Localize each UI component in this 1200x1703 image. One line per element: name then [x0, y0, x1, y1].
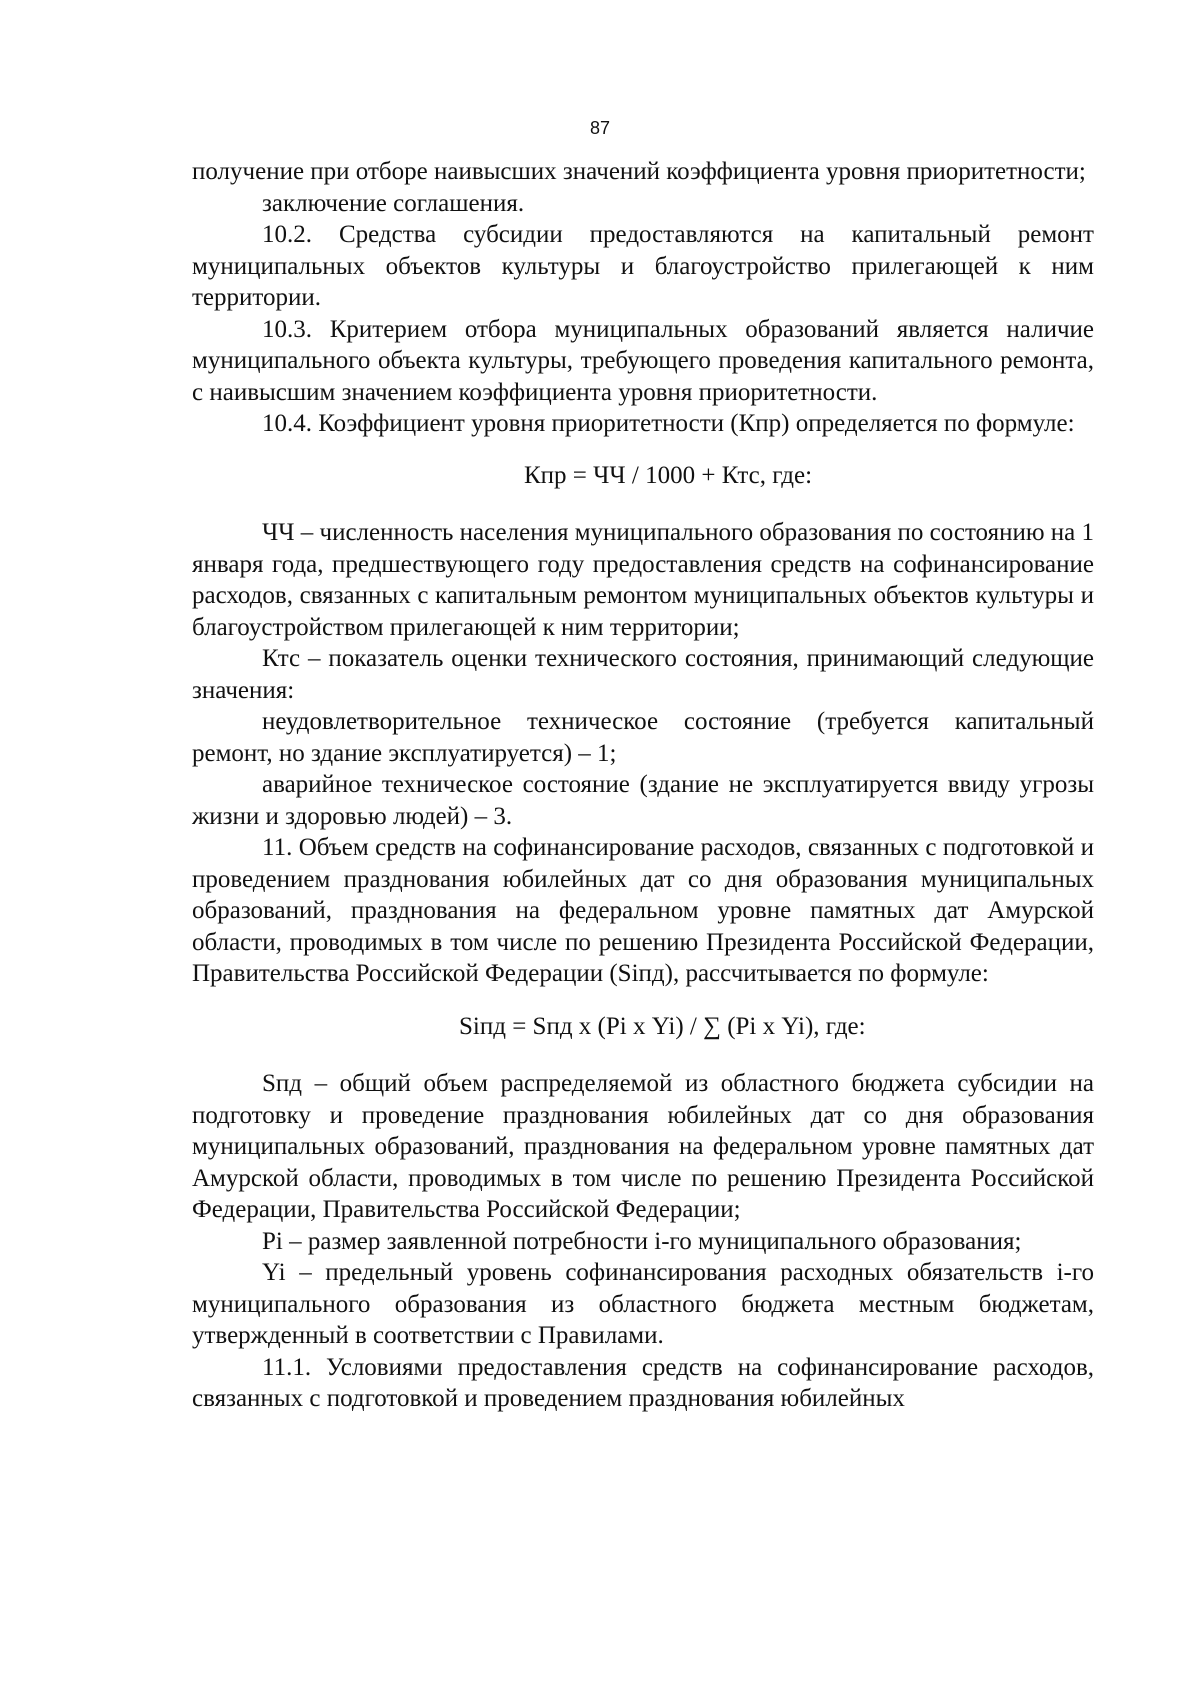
paragraph-agreement: заключение соглашения. [262, 189, 525, 217]
paragraph-kts-definition: Ктс – показатель оценки технического состояния, принимающий следующие значения: [192, 645, 1094, 704]
paragraph-11-1: 11.1. Условиями предоставления средств на софинансирование расходов, связанных с подготовкой и проведением празднования юбилейных [192, 1353, 1094, 1412]
paragraph-kts-value-3: аварийное техническое состояние (здание не эксплуатируется ввиду угрозы жизни и здоровью людей) – 3. [192, 771, 1094, 830]
paragraph-11: 11. Объем средств на софинансирование расходов, связанных с подготовкой и проведением празднования юбилейных дат со дня образования муниципальных образований, празднования на федеральном уровне памятных дат Амурской области, проводимых в том числе по решению Президента Российской Федерации, Правительства Российской Федерации (Siпд), рассчитывается по формуле: [192, 834, 1094, 987]
paragraph-yi-definition: Yi – предельный уровень софинансирования расходных обязательств i-го муниципального образования из областного бюджета местным бюджетам, утвержденный в соответствии с Правилами. [192, 1259, 1094, 1349]
paragraph-spd-definition: Sпд – общий объем распределяемой из областного бюджета субсидии на подготовку и проведение празднования юбилейных дат со дня образования муниципальных образований, празднования на федеральном уровне памятных дат Амурской области, проводимых в том числе по решению Президента Российской Федерации, Правительства Российской Федерации; [192, 1070, 1094, 1223]
paragraph-10-4: 10.4. Коэффициент уровня приоритетности (Кпр) определяется по формуле: [262, 410, 1075, 437]
paragraph-kts-value-1: неудовлетворительное техническое состояние (требуется капитальный ремонт, но здание эксплуатируется) – 1; [192, 708, 1094, 767]
page-number: 87 [589, 118, 611, 138]
formula-kpr: Кпр = ЧЧ / 1000 + Ктс, где: [524, 461, 813, 489]
document-body [192, 156, 1094, 1415]
paragraph-pi-definition: Pi – размер заявленной потребности i-го муниципального образования; [262, 1227, 1022, 1255]
formula-sipd: Siпд = Sпд х (Pi х Yi) / ∑ (Pi х Yi), где: [459, 1012, 866, 1040]
paragraph-chch-definition: ЧЧ – численность населения муниципального образования по состоянию на 1 января года, предшествующего году предоставления средств на софинансирование расходов, связанных с капитальным ремонтом муниципальных объектов культуры и благоустройством прилегающей к ним территории; [192, 519, 1094, 641]
paragraph-10-2: 10.2. Средства субсидии предоставляются на капитальный ремонт муниципальных объектов культуры и благоустройство прилегающей к ним территории. [192, 221, 1094, 311]
paragraph-priority-values: получение при отборе наивысших значений коэффициента уровня приоритетности; [192, 158, 1086, 185]
paragraph-10-3: 10.3. Критерием отбора муниципальных образований является наличие муниципального объекта культуры, требующего проведения капитального ремонта, с наивысшим значением коэффициента уровня приоритетности. [192, 315, 1094, 406]
